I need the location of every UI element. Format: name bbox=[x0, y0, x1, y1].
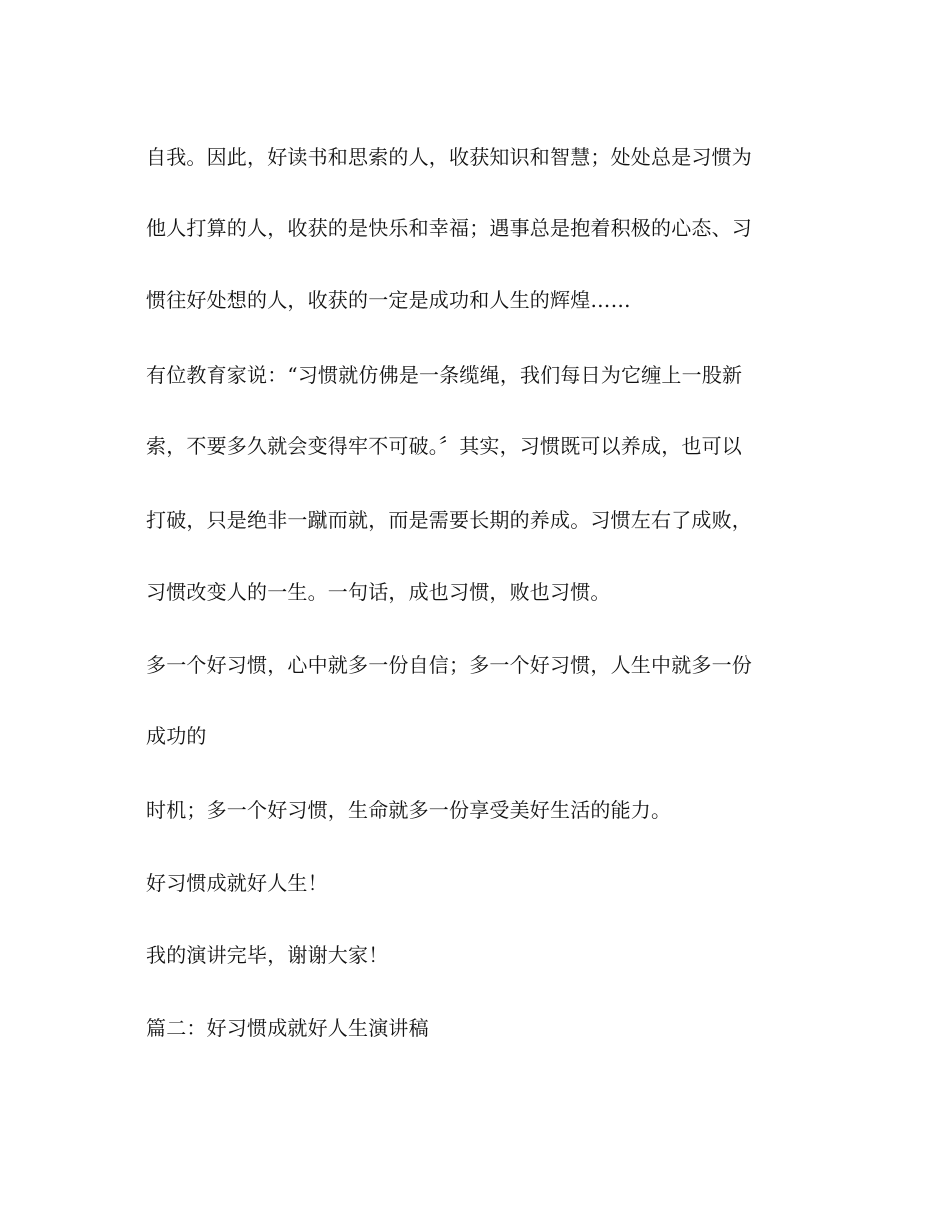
paragraph-line: 习惯改变人的一生。一句话，成也习惯，败也习惯。 bbox=[146, 580, 611, 604]
paragraph-line: 好习惯成就好人生！ bbox=[146, 871, 328, 895]
paragraph-line: 多一个好习惯，心中就多一份自信；多一个好习惯，人生中就多一份 bbox=[146, 653, 752, 677]
paragraph-line: 自我。因此，好读书和思索的人，收获知识和智慧；处处总是习惯为 bbox=[146, 145, 752, 169]
paragraph-line: 时机；多一个好习惯，生命就多一份享受美好生活的能力。 bbox=[146, 798, 672, 822]
paragraph-line: 惯往好处想的人，收获的一定是成功和人生的辉煌…… bbox=[146, 288, 631, 312]
paragraph-line: 打破，只是绝非一蹴而就，而是需要长期的养成。习惯左右了成败， bbox=[146, 508, 752, 532]
paragraph-line: 他人打算的人，收获的是快乐和幸福；遇事总是抱着积极的心态、习 bbox=[146, 216, 752, 240]
paragraph-line: 有位教育家说：“习惯就仿佛是一条缆绳，我们每日为它缠上一股新 bbox=[146, 363, 743, 387]
paragraph-line: 我的演讲完毕，谢谢大家！ bbox=[146, 943, 389, 967]
paragraph-line: 成功的 bbox=[146, 724, 207, 748]
paragraph-line: 索，不要多久就会变得牢不可破。〞其实，习惯既可以养成，也可以 bbox=[146, 434, 742, 458]
section-heading: 篇二：好习惯成就好人生演讲稿 bbox=[146, 1016, 429, 1040]
